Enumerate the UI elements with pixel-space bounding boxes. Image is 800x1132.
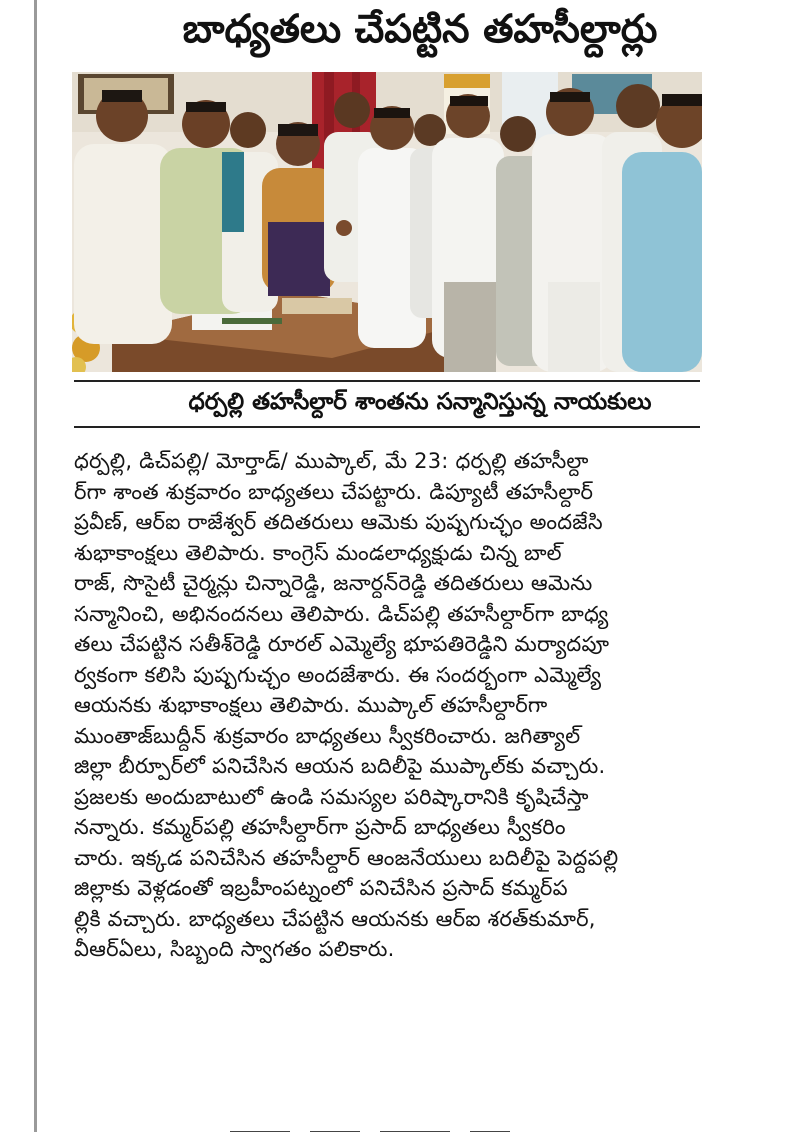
news-photo	[72, 72, 702, 372]
article-line: తలు చేపట్టిన సతీశ్‌రెడ్డి రూరల్ ఎమ్మెల్యే భూపతిరెడ్డిని మర్యాదపూ	[74, 632, 610, 656]
photo-caption: ధర్పల్లి తహసీల్దార్ శాంతను సన్మానిస్తున్న నాయకులు	[188, 389, 652, 415]
article-line: ప్రవీణ్, ఆర్‌ఐ రాజేశ్వర్ తదితరులు ఆమెకు పుష్పగుచ్ఛం అందజేసి	[74, 510, 603, 534]
article-line: చారు. ఇక్కడ పనిచేసిన తహసీల్దార్ ఆంజనేయులు బదిలీపై పెద్దపల్లి	[74, 845, 619, 870]
article-line: ముంతాజ్‌బుద్దీన్ శుక్రవారం బాధ్యతలు స్వీకరించారు. జగిత్యాల్	[74, 723, 581, 748]
article-line: రాజ్, సొసైటీ చైర్మన్లు చిన్నారెడ్డి, జనార్దన్‌రెడ్డి తదితరులు ఆమెను	[74, 571, 593, 595]
article-line: ప్రజలకు అందుబాటులో ఉండి సమస్యల పరిష్కారానికి కృషిచేస్తా	[74, 784, 589, 809]
headline: బాధ్యతలు చేపట్టిన తహసీల్దార్లు	[182, 7, 658, 52]
article-line: ల్లికి వచ్చారు. బాధ్యతలు చేపట్టిన ఆయనకు ఆర్‌ఐ శరత్‌కుమార్,	[74, 906, 596, 931]
group-photo-icon	[72, 72, 702, 372]
article-line: ర్‌గా శాంత శుక్రవారం బాధ్యతలు చేపట్టారు. డిప్యూటీ తహసీల్దార్	[74, 479, 594, 504]
article-body	[74, 446, 710, 965]
caption-bottom-rule	[74, 426, 700, 428]
article-line: జిల్లా బీర్పూర్‌లో పనిచేసిన ఆయన బదిలీపై ముప్కాల్‌కు వచ్చారు.	[74, 754, 606, 778]
article-line: జిల్లాకు వెళ్లడంతో ఇబ్రహీంపట్నంలో పనిచేసిన ప్రసాద్ కమ్మర్‌ప	[74, 876, 568, 900]
article-line: ఆయనకు శుభాకాంక్షలు తెలిపారు. ముప్కాల్ తహసీల్దార్‌గా	[74, 693, 548, 717]
article-line: శుభాకాంక్షలు తెలిపారు. కాంగ్రెస్ మండలాధ్యక్షుడు చిన్న బాల్	[74, 540, 562, 565]
next-article-fragment	[230, 1122, 530, 1132]
column-rule	[34, 0, 37, 1132]
article-line: వీఆర్‌ఏలు, సిబ్బంది స్వాగతం పలికారు.	[74, 937, 395, 961]
article-line: సన్మానించి, అభినందనలు తెలిపారు. డిచ్‌పల్లి తహసీల్దార్‌గా బాధ్య	[74, 601, 609, 626]
article-line: నన్నారు. కమ్మర్‌పల్లి తహసీల్దార్‌గా ప్రసాద్ బాధ్యతలు స్వీకరిం	[74, 815, 566, 839]
article-line: ధర్పల్లి, డిచ్‌పల్లి/ మోర్తాడ్/ ముప్కాల్, మే 23: ధర్పల్లి తహసీల్దా	[74, 449, 589, 473]
article-line: ర్వకంగా కలిసి పుష్పగుచ్ఛం అందజేశారు. ఈ సందర్భంగా ఎమ్మెల్యే	[74, 662, 602, 687]
